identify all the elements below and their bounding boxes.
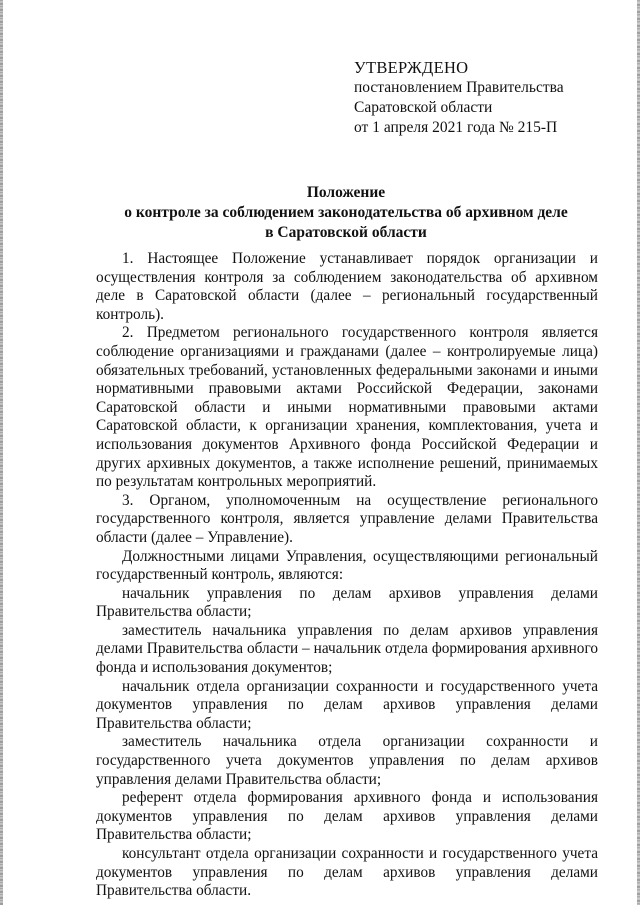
paragraph-2: 2. Предметом регионального государственного контроля является соблюдение организациями и гражданами (далее – контролируемые лица) обязательных требований, установленных федеральными законами и иными нормативными правовыми актами Российской Федерации, законами Саратовской области и иными нормативными правовыми актами Саратовской области, к организации хранения, комплектования, учета и использования документов Архивного фонда Российской Федерации и других архивных документов, а также исполнение решений, принимаемых по результатам контрольных мероприятий. — [96, 324, 598, 491]
approval-line-1: постановлением Правительства — [354, 79, 564, 96]
approval-line-3: от 1 апреля 2021 года № 215-П — [354, 119, 558, 136]
official-item-4: заместитель начальника отдела организации сохранности и государственного учета документов управления по делам архивов управления делами Правительства области; — [96, 733, 598, 788]
paragraph-1: 1. Настоящее Положение устанавливает порядок организации и осуществления контроля за соблюдением законодательства об архивном деле в Саратовской области (далее – региональный государственный контроль). — [96, 250, 598, 323]
official-item-5: референт отдела формирования архивного фонда и использования документов управления по делам архивов управления делами Правительства области; — [96, 789, 598, 844]
official-item-3: начальник отдела организации сохранности и государственного учета документов управления по делам архивов управления делами Правительства области; — [96, 677, 598, 732]
approval-line-2: Саратовской области — [354, 99, 493, 116]
paragraph-3: 3. Органом, уполномоченным на осуществление регионального государственного контроля, является управление делами Правительства области (далее – Управление). — [96, 491, 598, 546]
document-body — [96, 250, 598, 901]
approval-stamp — [354, 58, 614, 138]
official-item-1: начальник управления по делам архивов управления делами Правительства области; — [96, 584, 598, 621]
heading-line-2: о контроле за соблюдением законодательства об архивном деле — [124, 204, 568, 221]
heading-line-1: Положение — [306, 184, 386, 201]
approval-title: УТВЕРЖДЕНО — [354, 58, 469, 77]
heading-line-3: в Саратовской области — [265, 224, 427, 241]
scan-edge-left — [0, 0, 3, 905]
official-item-2: заместитель начальника управления по делам архивов управления делами Правительства области – начальник отдела формирования архивного фонда и использования документов; — [96, 621, 598, 677]
official-item-6: консультант отдела организации сохранности и государственного учета документов управления по делам архивов управления делами Правительства области. — [96, 845, 598, 900]
document-heading — [96, 183, 596, 243]
paragraph-officials-intro: Должностными лицами Управления, осуществляющими региональный государственный контроль, являются: — [96, 547, 598, 584]
